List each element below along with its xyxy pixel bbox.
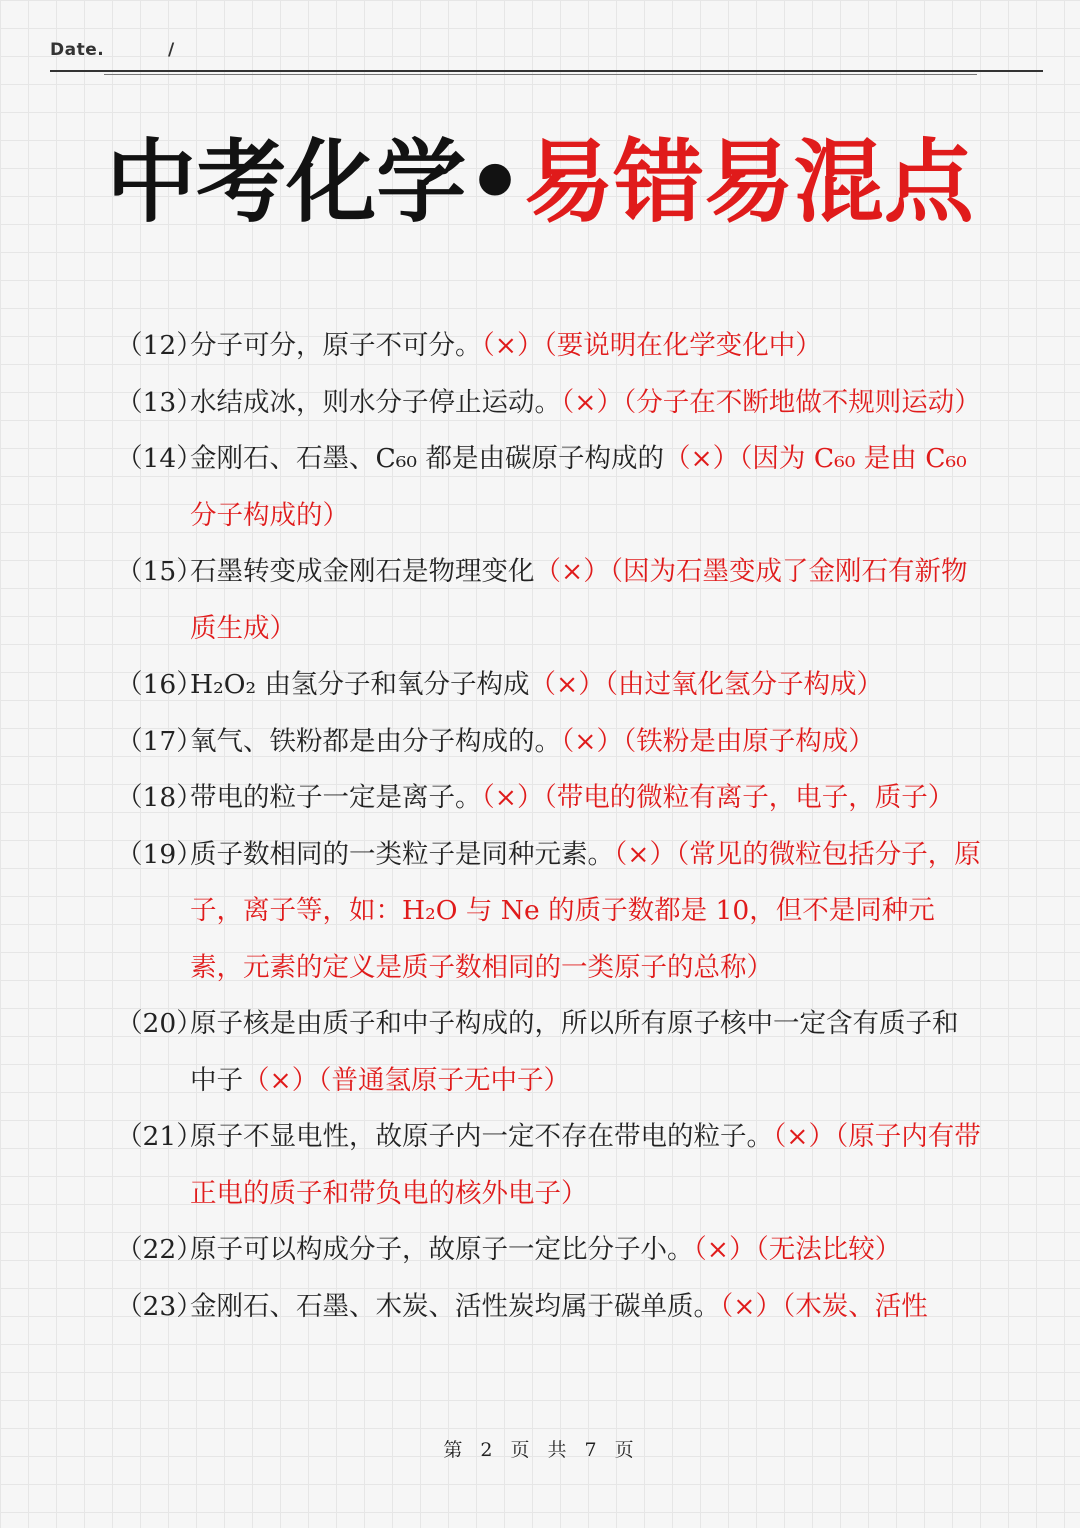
item-note: （分子在不断地做不规则运动） (622, 386, 981, 418)
list-item (116, 657, 982, 714)
list-item (116, 1222, 982, 1279)
header-rule (50, 70, 1043, 72)
list-item (116, 375, 982, 432)
item-number: （13） (116, 386, 203, 418)
item-body (190, 431, 982, 544)
item-note: （无法比较） (755, 1234, 902, 1265)
title-part2: 易错易混点 (523, 130, 974, 235)
title-part1: 中考化学 (106, 130, 467, 235)
item-statement: 原子不显电性，故原子内一定不存在带电的粒子。 (190, 1121, 773, 1152)
item-number: （21） (116, 1121, 203, 1152)
item-note: （因为 C₆₀ 是由 C₆₀ 分子构成的） (190, 443, 967, 531)
list-item (116, 318, 982, 375)
item-body (190, 714, 982, 771)
item-note: （铁粉是由原子构成） (622, 725, 875, 757)
list-item (116, 544, 982, 657)
item-mark: （×） (693, 1234, 756, 1265)
header-rule-thin (104, 74, 977, 75)
list-item (116, 996, 982, 1109)
item-body (190, 544, 982, 657)
item-mark: （×） (481, 330, 544, 361)
item-body (190, 318, 982, 375)
item-statement: 分子可分，原子不可分。 (190, 330, 482, 361)
item-note: （带电的微粒有离子，电子，质子） (543, 782, 955, 813)
item-statement: 石墨转变成金刚石是物理变化 (190, 556, 535, 587)
list-item (116, 770, 982, 827)
item-number: （16） (116, 669, 203, 700)
item-number: （20） (116, 1008, 203, 1039)
item-body (190, 827, 982, 997)
item-body (190, 1279, 982, 1336)
item-number: （14） (116, 443, 203, 474)
item-mark: （×） (481, 782, 544, 813)
item-statement: 金刚石、石墨、木炭、活性炭均属于碳单质。 (190, 1290, 720, 1322)
item-mark: （×） (561, 386, 623, 418)
item-statement: 原子可以构成分子，故原子一定比分子小。 (190, 1234, 694, 1265)
item-statement: H₂O₂ 由氢分子和氧分子构成 (190, 669, 530, 700)
item-body (190, 770, 982, 827)
item-statement: 水结成冰，则水分子停止运动。 (190, 386, 561, 418)
list-item (116, 714, 982, 771)
item-mark: （×） (614, 838, 676, 870)
item-mark: （×） (720, 1290, 782, 1322)
item-mark: （×） (561, 725, 623, 757)
list-item (116, 1109, 982, 1222)
item-number: （22） (116, 1234, 203, 1265)
item-note: （木炭、活性 (781, 1290, 928, 1322)
title-separator: • (466, 130, 524, 235)
item-statement: 氧气、铁粉都是由分子构成的。 (190, 725, 561, 757)
item-number: （17） (116, 725, 203, 757)
item-mark: （×） (773, 1121, 835, 1152)
item-body (190, 657, 982, 714)
item-number: （15） (116, 556, 203, 587)
item-mark: （×） (663, 443, 740, 474)
item-mark: （×） (243, 1064, 319, 1096)
item-statement: 带电的粒子一定是离子。 (190, 782, 482, 813)
item-statement: 原子核是由质子和中子构成的，所以所有原子核中一定含有质子和中子 (190, 1008, 959, 1096)
item-mark: （×） (529, 669, 605, 700)
page-number: 第 2 页 共 7 页 (443, 1439, 637, 1461)
item-number: （12） (116, 330, 203, 361)
item-note: （因为石墨变成了金刚石有新物质生成） (190, 556, 968, 644)
list-item (116, 431, 982, 544)
item-body (190, 1222, 982, 1279)
page-title (0, 128, 1080, 238)
item-note: （原子内有带正电的质子和带负电的核外电子） (190, 1121, 981, 1209)
item-body (190, 1109, 982, 1222)
item-mark: （×） (534, 556, 610, 587)
date-label: Date. (50, 40, 105, 60)
item-note: （普通氢原子无中子） (318, 1064, 570, 1096)
date-slash: / (168, 40, 175, 60)
list-item (116, 827, 982, 997)
item-statement: 金刚石、石墨、C₆₀ 都是由碳原子构成的 (190, 443, 664, 474)
item-number: （18） (116, 782, 203, 813)
item-number: （19） (116, 838, 203, 870)
item-list (116, 318, 982, 1335)
item-body (190, 996, 982, 1109)
item-note: （常见的微粒包括分子，原子，离子等，如：H₂O 与 Ne 的质子数都是 10，但不是同种元素，元素的定义是质子数相同的一类原子的总称） (190, 838, 981, 983)
item-statement: 质子数相同的一类粒子是同种元素。 (190, 838, 614, 870)
list-item (116, 1279, 982, 1336)
item-note: （要说明在化学变化中） (543, 330, 822, 361)
item-note: （由过氧化氢分子构成） (604, 669, 883, 700)
item-number: （23） (116, 1290, 203, 1322)
item-body (190, 375, 982, 432)
